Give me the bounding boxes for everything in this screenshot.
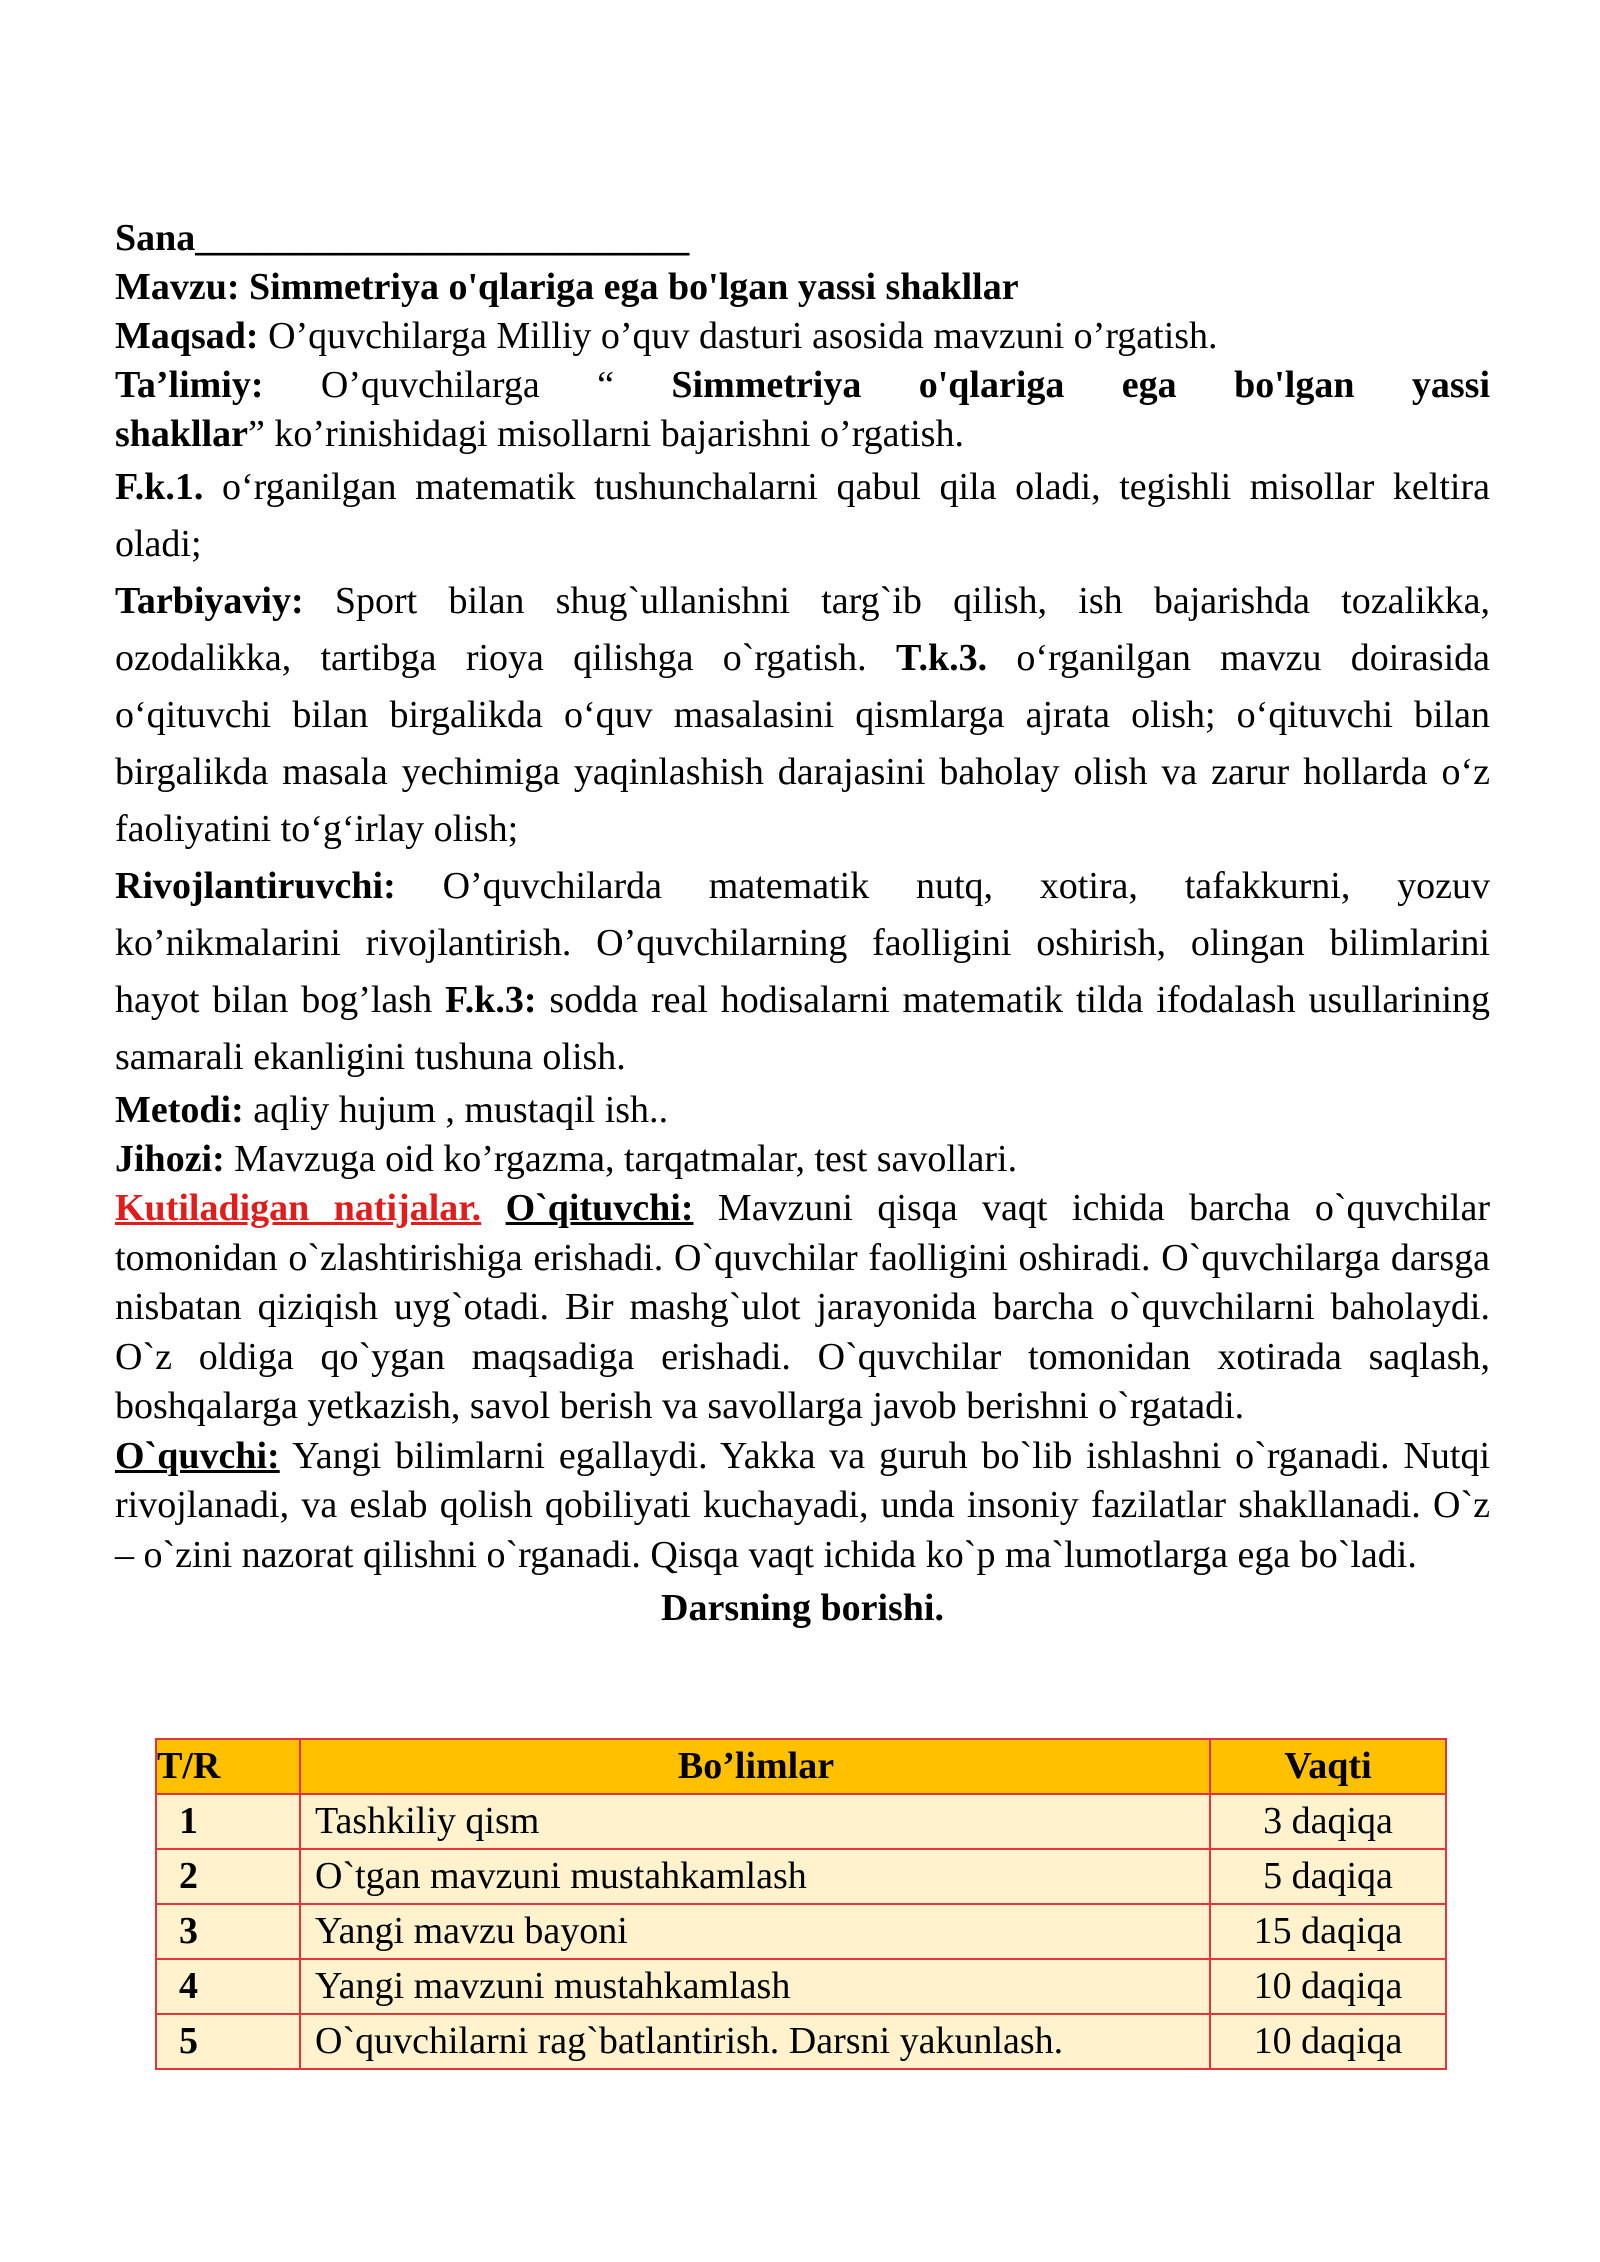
row-number: 2: [156, 1849, 300, 1904]
expected-results-block: [115, 1184, 1490, 1580]
row-number: 3: [156, 1904, 300, 1959]
row-time: 3 daqiqa: [1210, 1794, 1446, 1849]
row-section: Yangi mavzuni mustahkamlash: [300, 1959, 1210, 2014]
teacher-label: O`qituvchi:: [505, 1187, 694, 1229]
educational-bold-1: Simmetriya o'qlariga ega bo'lgan yassi: [671, 364, 1490, 406]
row-number: 5: [156, 2014, 300, 2069]
educational-label: Ta’limiy:: [115, 364, 264, 406]
student-paragraph: [115, 1432, 1490, 1581]
developing-paragraph: [115, 858, 1490, 1086]
equipment-label: Jihozi:: [115, 1138, 225, 1180]
row-section: O`tgan mavzuni mustahkamlash: [300, 1849, 1210, 1904]
fk1-label: F.k.1.: [115, 466, 204, 508]
row-section: Tashkiliy qism: [300, 1794, 1210, 1849]
table-header-row: [156, 1739, 1446, 1794]
methods-label: Metodi:: [115, 1089, 244, 1131]
student-label: O`quvchi:: [115, 1434, 280, 1477]
topic-label: Mavzu:: [115, 266, 240, 308]
topic-line: [115, 263, 1490, 312]
developing-text: O’quvchilarda matematik nutq, xotira, tafakkurni, yozuv ko’nikmalarini rivojlantirish. O’quvchilarning faolligini oshirish, olingan bilimlarini hayot bilan bog’lash: [115, 865, 1490, 1021]
row-time: 15 daqiqa: [1210, 1904, 1446, 1959]
objectives-block: [115, 459, 1490, 1086]
row-section: Yangi mavzu bayoni: [300, 1904, 1210, 1959]
tk3-label: T.k.3.: [895, 637, 988, 679]
student-text: Yangi bilimlarni egallaydi. Yakka va guruh bo`lib ishlashni o`rganadi. Nutqi rivojlanadi, va eslab qolish qobiliyati kuchayadi, unda insoniy fazilatlar shakllanadi. O`z – o`zini nazorat qilishni o`rganadi. Qisqa vaqt ichida ko`p ma`lumotlarga ega bo`ladi.: [115, 1434, 1490, 1576]
teacher-paragraph: [115, 1184, 1490, 1432]
column-header-time: Vaqti: [1210, 1739, 1446, 1794]
table-row: [156, 2014, 1446, 2069]
date-line: [115, 214, 1490, 263]
date-blank: __________________________: [195, 217, 690, 259]
lesson-flow-table: [155, 1738, 1447, 2070]
expected-results-label: Kutiladigan natijalar.: [115, 1187, 482, 1229]
goal-label: Maqsad:: [115, 315, 259, 357]
upbringing-paragraph: [115, 573, 1490, 858]
teacher-text: Mavzuni qisqa vaqt ichida barcha o`quvchilar tomonidan o`zlashtirishiga erishadi. O`quvchilar faolligini oshiradi. O`quvchilarga darsga nisbatan qiziqish uyg`otadi. Bir mashg`ulot jarayonida barcha o`quvchilarni baholaydi. O`z oldiga qo`ygan maqsadiga erishadi. O`quvchilar tomonidan xotirada saqlash, boshqalarga yetkazish, savol berish va savollarga javob berishni o`rgatadi.: [115, 1187, 1490, 1427]
goal-line: [115, 312, 1490, 361]
equipment-line: [115, 1135, 1490, 1184]
lesson-flow-caption: Darsning borishi.: [661, 1587, 944, 1629]
date-label: Sana: [115, 217, 196, 259]
table-row: [156, 1904, 1446, 1959]
developing-label: Rivojlantiruvchi:: [115, 865, 396, 907]
goal-text: O’quvchilarga Milliy o’quv dasturi asosida mavzuni o’rgatish.: [268, 315, 1218, 357]
educational-bold-2: shakllar: [115, 413, 249, 455]
fk3-label: F.k.3:: [444, 979, 537, 1021]
column-header-number: T/R: [156, 1739, 300, 1794]
row-number: 1: [156, 1794, 300, 1849]
table-row: [156, 1849, 1446, 1904]
fk1-text: o‘rganilgan matematik tushunchalarni qabul qila oladi, tegishli misollar keltira oladi;: [115, 466, 1490, 565]
methods-line: [115, 1086, 1490, 1135]
lesson-plan-document: [115, 214, 1490, 1634]
table-row: [156, 1794, 1446, 1849]
row-number: 4: [156, 1959, 300, 2014]
row-time: 10 daqiqa: [1210, 1959, 1446, 2014]
fk1-paragraph: [115, 459, 1490, 573]
column-header-sections: Bo’limlar: [300, 1739, 1210, 1794]
upbringing-label: Tarbiyaviy:: [115, 580, 304, 622]
educational-text-start: O’quvchilarga “: [320, 364, 614, 406]
tk3-text: o‘rganilgan mavzu doirasida o‘qituvchi bilan birgalikda o‘quv masalasini qismlarga ajrata olish; o‘qituvchi bilan birgalikda masala yechimiga yaqinlashish darajasini baholay olish va zarur hollarda o‘z faoliyatini to‘g‘irlay olish;: [115, 637, 1491, 850]
educational-line-2: [115, 410, 1490, 459]
row-time: 10 daqiqa: [1210, 2014, 1446, 2069]
row-time: 5 daqiqa: [1210, 1849, 1446, 1904]
fk3-text: sodda real hodisalarni matematik tilda ifodalash usullarining samarali ekanligini tushuna olish.: [115, 979, 1491, 1078]
educational-text-end: ” ko’rinishidagi misollarni bajarishni o’rgatish.: [248, 413, 964, 455]
methods-text: aqliy hujum , mustaqil ish.: [253, 1089, 659, 1131]
methods-tail: .: [658, 1089, 669, 1131]
topic-text: Simmetriya o'qlariga ega bo'lgan yassi shakllar: [249, 266, 1019, 308]
upbringing-text: Sport bilan shug`ullanishni targ`ib qilish, ish bajarishda tozalikka, ozodalikka, tartibga rioya qilishga o`rgatish.: [115, 580, 1490, 679]
table-row: [156, 1959, 1446, 2014]
educational-line-1: [115, 361, 1490, 410]
row-section: O`quvchilarni rag`batlantirish. Darsni yakunlash.: [300, 2014, 1210, 2069]
equipment-text: Mavzuga oid ko’rgazma, tarqatmalar, test savollari.: [234, 1138, 1018, 1180]
